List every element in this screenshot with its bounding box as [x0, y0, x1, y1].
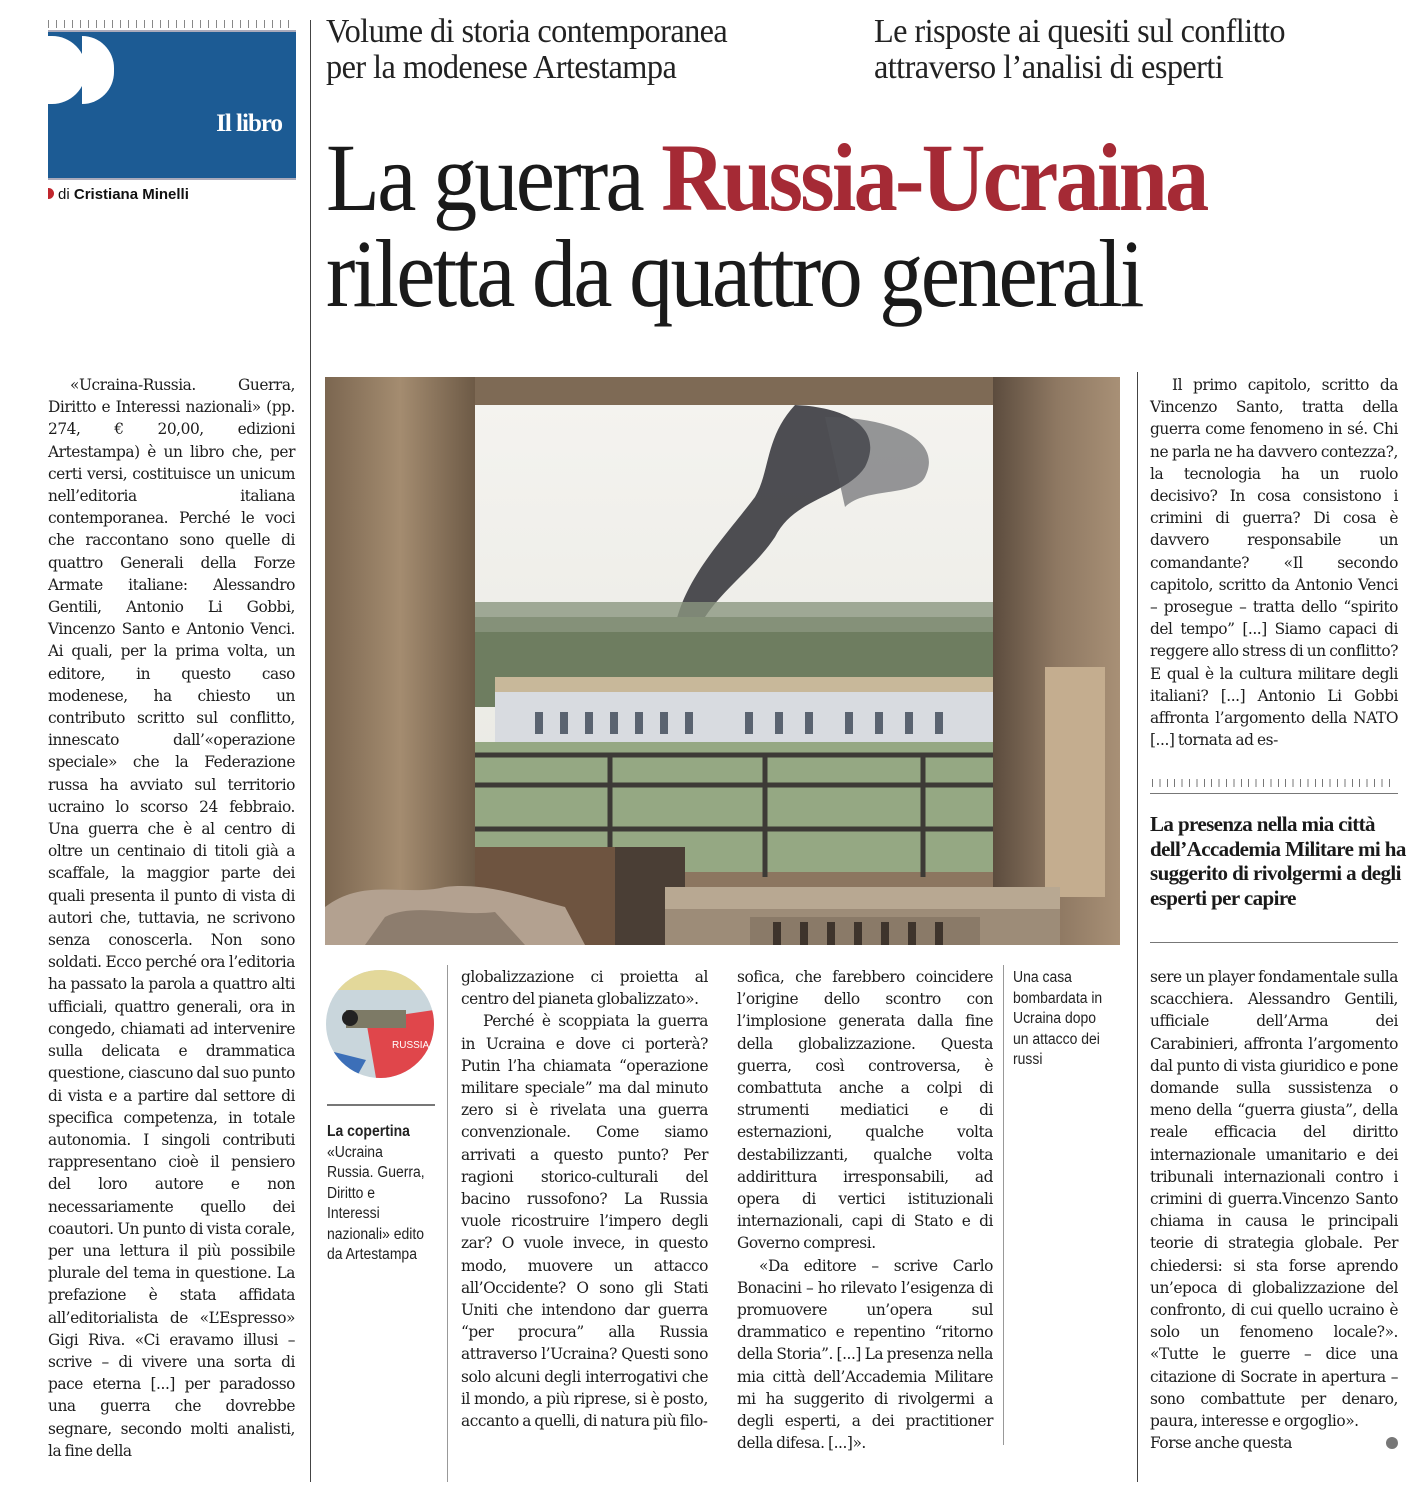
column-divider: [1003, 965, 1004, 1445]
cover-russia-text: RUSSIA: [392, 1040, 430, 1051]
paragraph: «Ucraina-Russia. Guerra, Diritto e Interessi nazionali» (pp. 274, € 20,00, edizioni Artestampa) è un libro che, per certi versi, costituisce un unicum nell’editoria italiana contemporanea. Perché le voci che raccontano sono quelle di quattro Generali della Forze Armate italiane: Alessandro Gentili, Antonio Li Gobbi, Vincenzo Santo e Antonio Venci. Ai quali, per la prima volta, un editore, in questo caso modenese, ha chiesto un contributo scritto sul conflitto, innescato dall’«operazione speciale» che la Federazione russa ha avviato sul territorio ucraino lo scorso 24 febbraio. Una guerra che è al centro di oltre un centinaio di titoli già a scaffale, la maggior parte dei quali presenta il punto di vista di autori che, tuttavia, ne scrivono senza conoscerla. Non sono soldati. Ecco perché ora l’editoria ha passato la parola a quattro alti ufficiali, quattro generali, ora in congedo, chiamati ad intervenire sulla delicata e drammatica questione, ciascuno dal suo punto di vista e a partire dal settore di specifica competenza, in totale autonomia. I singoli contributi rappresentano cioè il pensiero del loro autore e non necessariamente quello dei coautori. Un punto di vista corale, per una lettura il più possibile plurale del tema in questione. La prefazione è stata affidata all’editorialista de «L’Espresso» Gigi Riva. «Ci eravamo illusi – scrive – di vivere una sorta di pace eterna [...] per paradosso una guerra che dovrebbe segnare, secondo molti analisti, la fine della: [48, 376, 295, 1460]
byline-prefix: di: [58, 186, 70, 203]
column-divider: [1137, 372, 1138, 1482]
paragraph: Il primo capitolo, scritto da Vincenzo Santo, tratta della guerra come fenomeno in sé. Chi ne parla ne ha davvero contezza?, la tecnologia ha un ruolo decisivo? In cosa consistono i crimini di guerra? Di cosa è davvero responsabile un comandante? «Il secondo capitolo, scritto da Antonio Venci – prosegue – tratta dello “spirito del tempo” [...] Siamo capaci di reggere allo stress di un conflitto? E qual è la cultura militare degli italiani? [...] Antonio Li Gobbi affronta l’argomento della NATO [...] tornata ad es-: [1150, 376, 1398, 750]
article-column-2: [461, 966, 708, 1432]
book-cover-thumbnail: [326, 970, 434, 1078]
article-column-4-bottom: [1150, 966, 1398, 1454]
article-photo: [325, 377, 1120, 945]
article-column-1: [48, 374, 295, 1462]
paragraph: sere un player fondamentale sulla scacchiera. Alessandro Gentili, ufficiale dell’Arma dei Carabinieri, affronta l’argomento dal punto di vista giuridico e pone domande sulla sussistenza o meno della “guerra giusta”, della reale efficacia del diritto internazionale umanitario e dei tribunali internazionali contro i crimini di guerra.Vincenzo Santo chiama in causa le principali teorie di strategia globale. Per chiedersi: si sta forse aprendo un’epoca di globalizzazione del confronto, di cui quello ucraino è solo un fenomeno locale?». «Tutte le guerre – dice una citazione di Socrate in apertura – sono combattute per denaro, paura, interesse e orgoglio».: [1150, 968, 1398, 1431]
kicker-line: per la modenese Artestampa: [326, 49, 677, 86]
author-name: Cristiana Minelli: [73, 186, 189, 203]
section-brand-box: [48, 30, 296, 180]
kicker-line: Volume di storia contemporanea: [326, 13, 728, 50]
end-of-article-icon: [1386, 1437, 1398, 1449]
paragraph-end: Forse anche questa: [1150, 1434, 1293, 1453]
decorative-tick-rule: [48, 20, 296, 28]
column-divider: [447, 965, 448, 1482]
photo-caption: Una casa bombardata in Ucraina dopo un attacco dei russi: [1013, 969, 1103, 1068]
headline-line-1: [326, 124, 1207, 231]
byline: [48, 186, 189, 203]
headline-plain: riletta da quattro generali: [326, 220, 1142, 327]
cover-divider: [327, 1104, 435, 1106]
article-column-3: [737, 966, 993, 1454]
headline-line-2: [326, 220, 1142, 327]
paragraph: «Da editore – scrive Carlo Bonacini – ho rilevato l’esigenza di promuovere un’opera sul drammatico e repentino “ritorno della Storia”. [...] La presenza nella mia città dell’Accademia Militare mi ha suggerito di rivolgermi a degli esperti, a dei practitioner della difesa. [...]».: [737, 1256, 993, 1453]
article-end-line: [1150, 1432, 1398, 1454]
pull-quote-rule: [1150, 942, 1398, 943]
headline-highlight: Russia-Ucraina: [661, 124, 1207, 231]
bombed-house-photo: [325, 377, 1120, 945]
article-column-4-top: [1150, 374, 1398, 751]
cover-caption-title: La copertina: [327, 1123, 410, 1140]
kicker-line: attraverso l’analisi di esperti: [874, 49, 1224, 86]
brand-logo-icon: [48, 36, 86, 104]
paragraph: sofica, che farebbero coincidere l’origine dello scontro con l’implosione generata dalla fine della globalizzazione. Questa guerra, così controversa, è combattuta anche a colpi di strumenti mediatici e di esternazioni, qualche volta destabilizzanti, qualche volta addirittura irresponsabili, ad opera di vertici istituzionali internazionali, capi di Stato e di Governo compresi.: [737, 968, 993, 1253]
pull-quote-rule: [1150, 793, 1398, 794]
kicker-right: [874, 14, 1285, 86]
brand-logo-icon-second: [82, 36, 114, 104]
cover-caption-text: «Ucraina Russia. Guerra, Diritto e Interessi nazionali» edito da Artestampa: [327, 1143, 425, 1263]
paragraph: globalizzazione ci proietta al centro del pianeta globalizzato».: [461, 968, 708, 1009]
byline-marker-icon: [48, 188, 54, 199]
paragraph: Perché è scoppiata la guerra in Ucraina e dove ci porterà? Putin l’ha chiamata “operazione militare speciale” ma dal minuto zero si è rivelata una guerra convenzionale. Come siamo arrivati a questo punto? Per ragioni storico-culturali del bacino russofono? La Russia vuole ricostruire l’impero degli zar? O vuole invece, in questo modo, muovere un attacco all’Occidente? O sono gli Stati Uniti che intendono dar guerra “per procura” alla Russia attraverso l’Ucraina? Questi sono solo alcuni degli interrogativi che il mondo, a più riprese, si è posto, accanto a quelli, di natura più filo-: [461, 1012, 708, 1431]
section-label: Il libro: [216, 110, 282, 137]
headline-plain: La guerra: [326, 124, 662, 231]
kicker-left: [326, 14, 727, 86]
column-divider: [310, 20, 311, 1482]
book-cover-image: [326, 970, 434, 1078]
pull-quote: La presenza nella mia città dell’Accademia Militare mi ha suggerito di rivolgermi a degli esperti per capire: [1150, 812, 1406, 910]
cover-caption: [327, 1122, 426, 1266]
kicker-line: Le risposte ai quesiti sul conflitto: [874, 13, 1285, 50]
decorative-tick-rule: [1152, 779, 1396, 787]
